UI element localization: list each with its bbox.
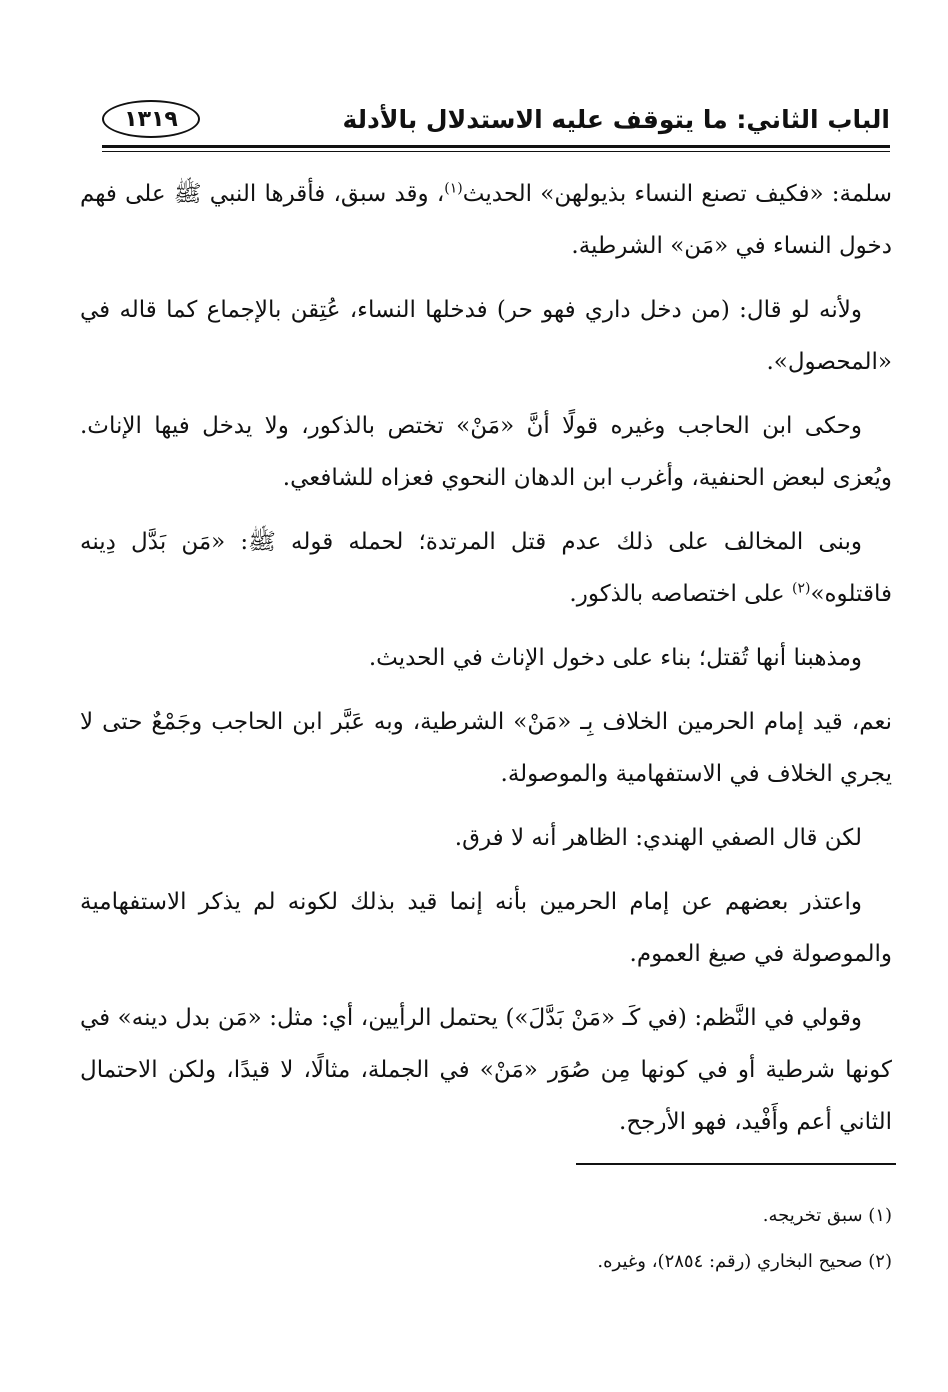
paragraph-3 [80, 400, 892, 504]
footnote-ref-2[interactable]: (٢) [791, 580, 811, 597]
footnote-separator [576, 1163, 896, 1165]
page-number: ١٣١٩ [124, 106, 178, 132]
paragraph-5 [80, 632, 892, 684]
footnote-number: (٢) [868, 1251, 892, 1272]
footnote-1 [192, 1193, 892, 1239]
paragraph-text-cont: ، وقد سبق، فأقرها النبي ﷺ على فهم دخول النساء في «مَن» الشرطية. [80, 181, 892, 259]
footnote-2 [192, 1239, 892, 1285]
paragraph-7 [80, 812, 892, 864]
footnote-text: صحيح البخاري (رقم: ٢٨٥٤)، وغيره. [597, 1251, 863, 1272]
body-text [80, 168, 892, 1160]
paragraph-text: ولأنه لو قال: (من دخل داري فهو حر) فدخلها النساء، عُتِقن بالإجماع كما قاله في «المحصول». [80, 297, 892, 375]
paragraph-text: نعم، قيد إمام الحرمين الخلاف بِـ «مَنْ» الشرطية، وبه عَبَّر ابن الحاجب وجَمْعٌ حتى لا يجري الخلاف في الاستفهامية والموصولة. [80, 709, 892, 787]
paragraph-9 [80, 992, 892, 1148]
header-rule-thin [102, 151, 890, 152]
paragraph-text: واعتذر بعضهم عن إمام الحرمين بأنه إنما قيد بذلك لكونه لم يذكر الاستفهامية والموصولة في صيغ العموم. [80, 889, 892, 967]
paragraph-1 [80, 168, 892, 272]
paragraph-text-cont: على اختصاصه بالذكور. [569, 581, 792, 607]
paragraph-text: سلمة: «فكيف تصنع النساء بذيولهن» الحديث [462, 181, 893, 207]
chapter-title: الباب الثاني: ما يتوقف عليه الاستدلال بالأدلة [342, 104, 890, 134]
paragraph-text: وبنى المخالف على ذلك عدم قتل المرتدة؛ لحمله قوله ﷺ: «مَن بَدَّل دِينه فاقتلوه» [80, 529, 892, 607]
header-rule-thick [102, 145, 890, 148]
paragraph-6 [80, 696, 892, 800]
paragraph-text: وحكى ابن الحاجب وغيره قولًا أنَّ «مَنْ» تختص بالذكور، ولا يدخل فيها الإناث. ويُعزى لبعض الحنفية، وأغرب ابن الدهان النحوي فعزاه للشافعي. [80, 413, 892, 491]
footnote-ref-1[interactable]: (١) [444, 180, 463, 197]
footnotes [192, 1193, 892, 1285]
page-header [102, 96, 890, 142]
paragraph-text: وقولي في النَّظم: (في كَـ «مَنْ بَدَّلَ») يحتمل الرأيين، أي: مثل: «مَن بدل دينه» في كونها شرطية أو في كونها مِن صُوَر «مَنْ» في الجملة، مثالًا، لا قيدًا، ولكن الاحتمال الثاني أعم وأَفْيد، فهو الأرجح. [80, 1005, 892, 1135]
paragraph-4 [80, 516, 892, 620]
paragraph-text: ومذهبنا أنها تُقتل؛ بناء على دخول الإناث في الحديث. [368, 645, 862, 671]
page-number-badge [102, 100, 200, 138]
paragraph-8 [80, 876, 892, 980]
footnote-number: (١) [868, 1205, 892, 1226]
paragraph-2 [80, 284, 892, 388]
footnote-text: سبق تخريجه. [762, 1205, 863, 1226]
paragraph-text: لكن قال الصفي الهندي: الظاهر أنه لا فرق. [454, 825, 862, 851]
